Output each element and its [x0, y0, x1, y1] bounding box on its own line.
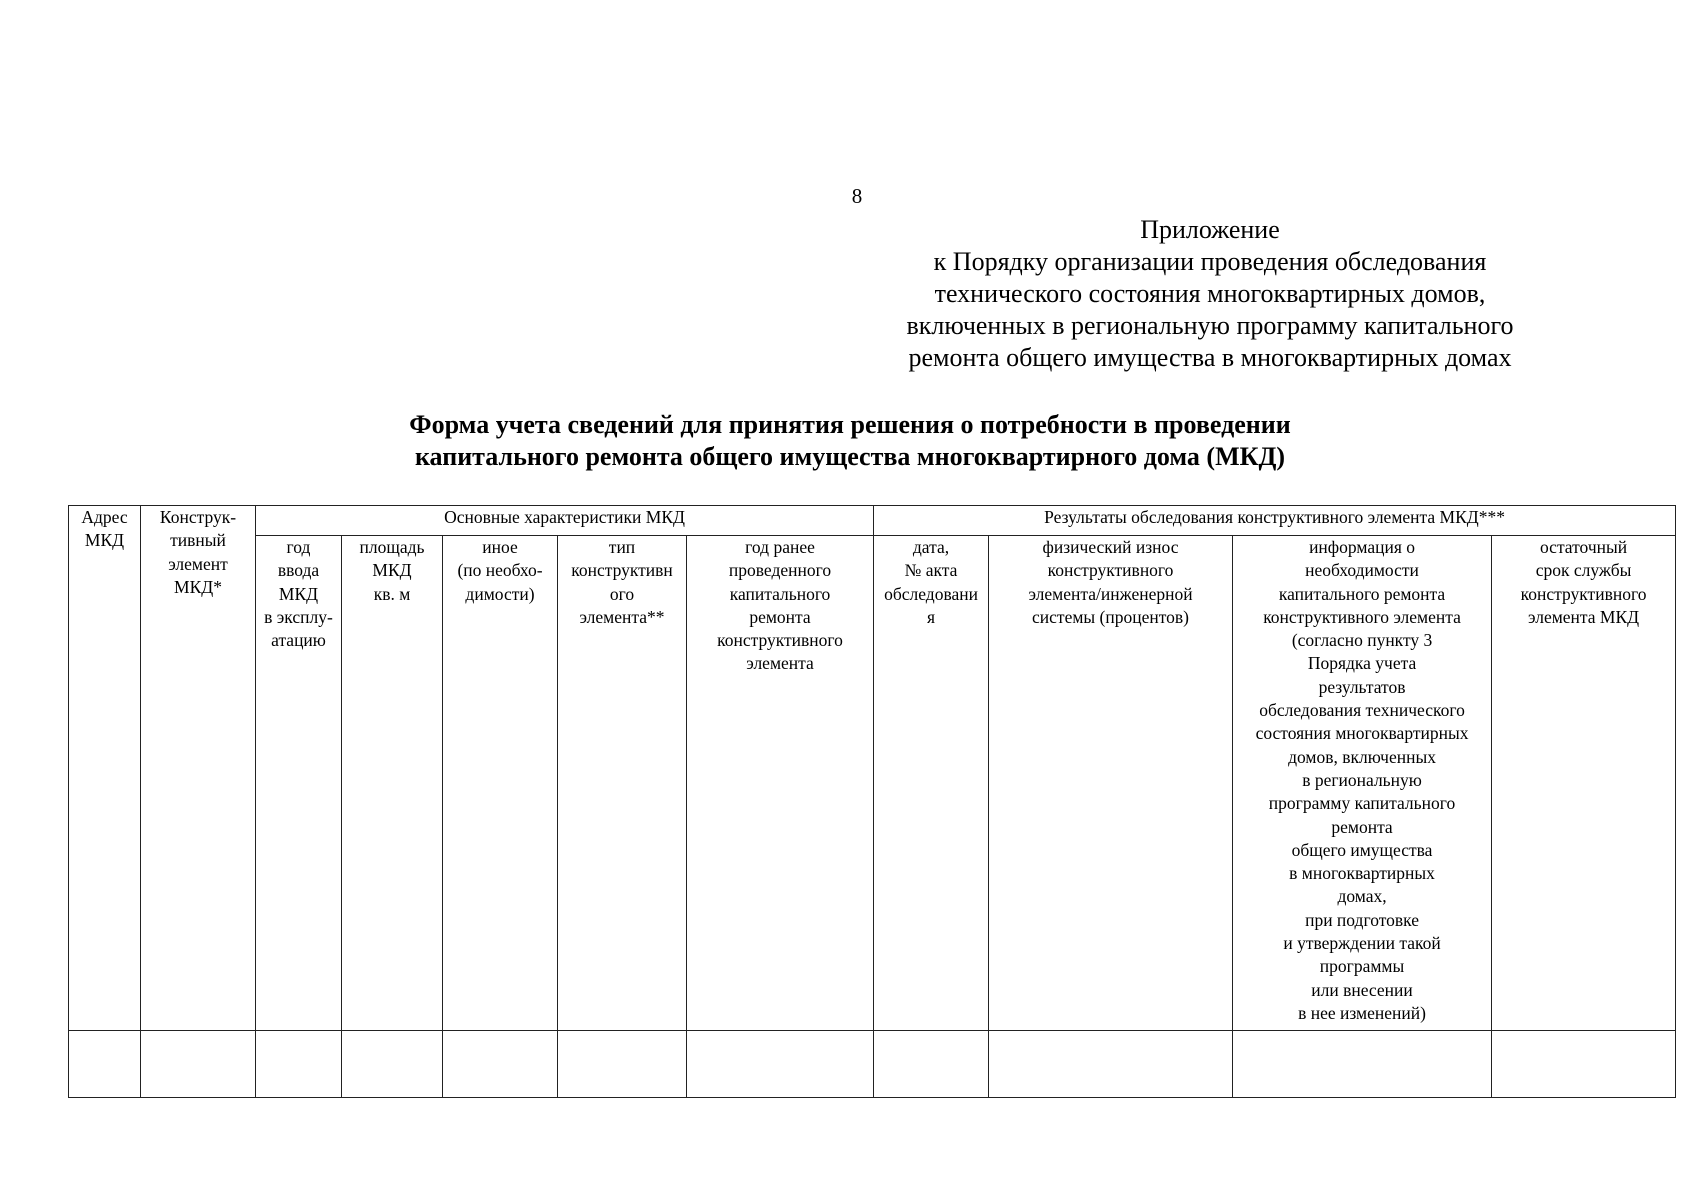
page-number: 8 [851, 184, 863, 208]
table-row [69, 1031, 1676, 1098]
header-repair-need-info: информация о необходимости капитального ремонта конструктивного элемента (согласно пункту 3 Порядка учета результатов обследования технического состояния многоквартирных домов, включенных в региональную программу капитального ремонта общего имущества в многоквартирных домах, при подготовке и утверждении такой программы или внесении в нее изменений) [1233, 536, 1492, 1031]
appendix-line: включенных в региональную программу капитального [906, 311, 1514, 340]
header-year-commissioned: год ввода МКД в эксплу- атацию [256, 536, 342, 1031]
appendix-header [880, 214, 1540, 374]
table-cell [874, 1031, 989, 1098]
table-cell [443, 1031, 558, 1098]
header-group-main-characteristics: Основные характеристики МКД [256, 506, 874, 536]
header-survey-date: дата, № акта обследовани я [874, 536, 989, 1031]
appendix-line: ремонта общего имущества в многоквартирных домах [908, 343, 1512, 372]
header-remaining-service-life: остаточный срок службы конструктивного элемента МКД [1492, 536, 1676, 1031]
header-area: площадь МКД кв. м [342, 536, 443, 1031]
header-structural-element: Конструк- тивный элемент МКД* [141, 506, 256, 1031]
appendix-line: технического состояния многоквартирных домов, [934, 279, 1486, 308]
table-cell [558, 1031, 687, 1098]
appendix-line: Приложение [1140, 215, 1280, 244]
table-cell [342, 1031, 443, 1098]
header-group-survey-results: Результаты обследования конструктивного элемента МКД*** [874, 506, 1676, 536]
header-physical-wear: физический износ конструктивного элемента/инженерной системы (процентов) [989, 536, 1233, 1031]
header-previous-repair-year: год ранее проведенного капитального ремонта конструктивного элемента [687, 536, 874, 1031]
header-element-type: тип конструктивн ого элемента** [558, 536, 687, 1031]
form-title-line: Форма учета сведений для принятия решения о потребности в проведении [409, 410, 1291, 439]
survey-form-table [68, 505, 1676, 1098]
form-title [330, 409, 1370, 473]
table-cell [1233, 1031, 1492, 1098]
table-cell [69, 1031, 141, 1098]
table-cell [141, 1031, 256, 1098]
table-cell [687, 1031, 874, 1098]
form-title-line: капитального ремонта общего имущества многоквартирного дома (МКД) [414, 442, 1286, 471]
header-address: Адрес МКД [69, 506, 141, 1031]
appendix-line: к Порядку организации проведения обследования [933, 247, 1487, 276]
table-cell [989, 1031, 1233, 1098]
header-other: иное (по необхо- димости) [443, 536, 558, 1031]
table-cell [1492, 1031, 1676, 1098]
table-cell [256, 1031, 342, 1098]
